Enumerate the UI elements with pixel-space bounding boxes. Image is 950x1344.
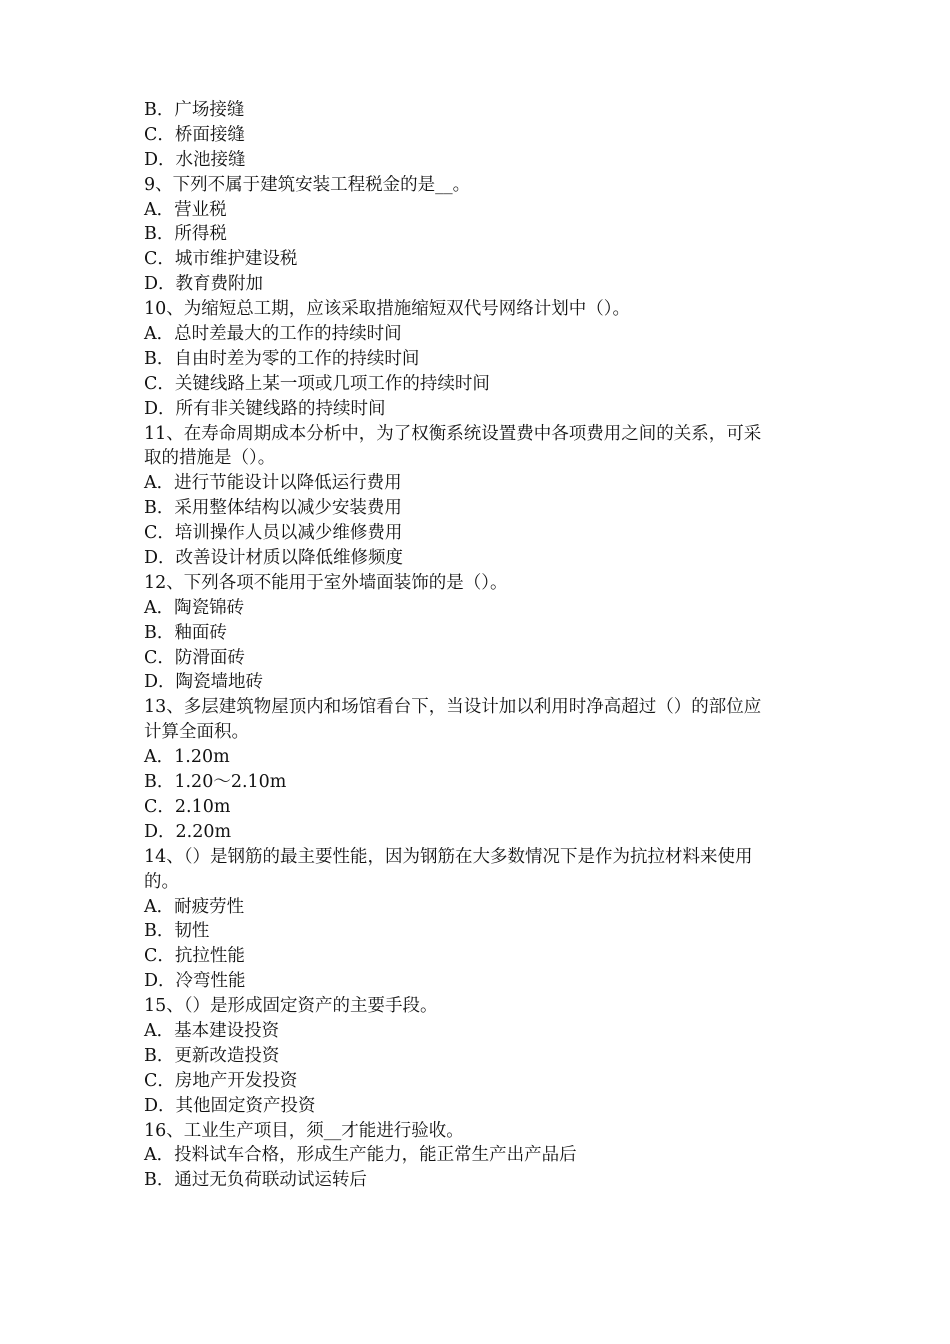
text-line: 取的措施是（）。 [144,448,276,469]
text-line: B．1.20～2.10m [144,772,287,793]
text-line: 9、下列不属于建筑安装工程税金的是__。 [144,174,471,195]
text-line: C．桥面接缝 [144,124,245,145]
text-line: 10、为缩短总工期，应该采取措施缩短双代号网络计划中（）。 [144,299,631,320]
text-line: A．营业税 [144,199,227,220]
text-line: D．改善设计材质以降低维修频度 [144,548,404,569]
text-line: B．广场接缝 [144,100,245,120]
text-line: C．培训操作人员以减少维修费用 [144,523,403,544]
text-line: A．投料试车合格，形成生产能力，能正常生产出产品后 [144,1145,577,1166]
document-body [144,98,820,1193]
text-line: C．防滑面砖 [144,647,245,668]
text-line: B．通过无负荷联动试运转后 [144,1170,367,1191]
text-line: D．所有非关键线路的持续时间 [144,398,386,419]
text-line: C．抗拉性能 [144,946,245,967]
text-line: A．总时差最大的工作的持续时间 [144,324,402,345]
text-line: D．水池接缝 [144,149,246,170]
text-line: B．釉面砖 [144,622,227,643]
text-line: B．更新改造投资 [144,1045,280,1066]
text-line: C．关键线路上某一项或几项工作的持续时间 [144,373,490,394]
text-line: 12、下列各项不能用于室外墙面装饰的是（）。 [144,572,508,593]
text-line: B．韧性 [144,921,210,942]
text-line: C．城市维护建设税 [144,249,298,270]
text-line: 15、（）是形成固定资产的主要手段。 [144,996,438,1017]
text-line: 11、在寿命周期成本分析中，为了权衡系统设置费中各项费用之间的关系，可采 [144,423,762,444]
text-line: D．其他固定资产投资 [144,1095,316,1116]
text-line: B．自由时差为零的工作的持续时间 [144,348,420,369]
text-line: 13、多层建筑物屋顶内和场馆看台下，当设计加以利用时净高超过（）的部位应 [144,697,762,718]
text-line: B．采用整体结构以减少安装费用 [144,498,402,519]
text-line: 的。 [144,871,179,892]
text-line: D．冷弯性能 [144,971,246,992]
text-line: 16、工业生产项目，须__才能进行验收。 [144,1120,464,1141]
text-line: D．陶瓷墙地砖 [144,672,264,693]
text-line: D．教育费附加 [144,274,264,295]
text-line: D．2.20m [144,821,232,842]
text-line: A．耐疲劳性 [144,896,245,917]
text-line: A．进行节能设计以降低运行费用 [144,473,402,494]
text-line: A．陶瓷锦砖 [144,597,245,618]
text-line: 计算全面积。 [144,722,249,743]
text-line: B．所得税 [144,224,227,245]
text-line: C．2.10m [144,796,231,817]
text-line: A．基本建设投资 [144,1020,280,1041]
text-line: 14、（）是钢筋的最主要性能，因为钢筋在大多数情况下是作为抗拉材料来使用 [144,846,753,867]
text-line: C．房地产开发投资 [144,1070,298,1091]
text-line: A．1.20m [144,747,230,768]
